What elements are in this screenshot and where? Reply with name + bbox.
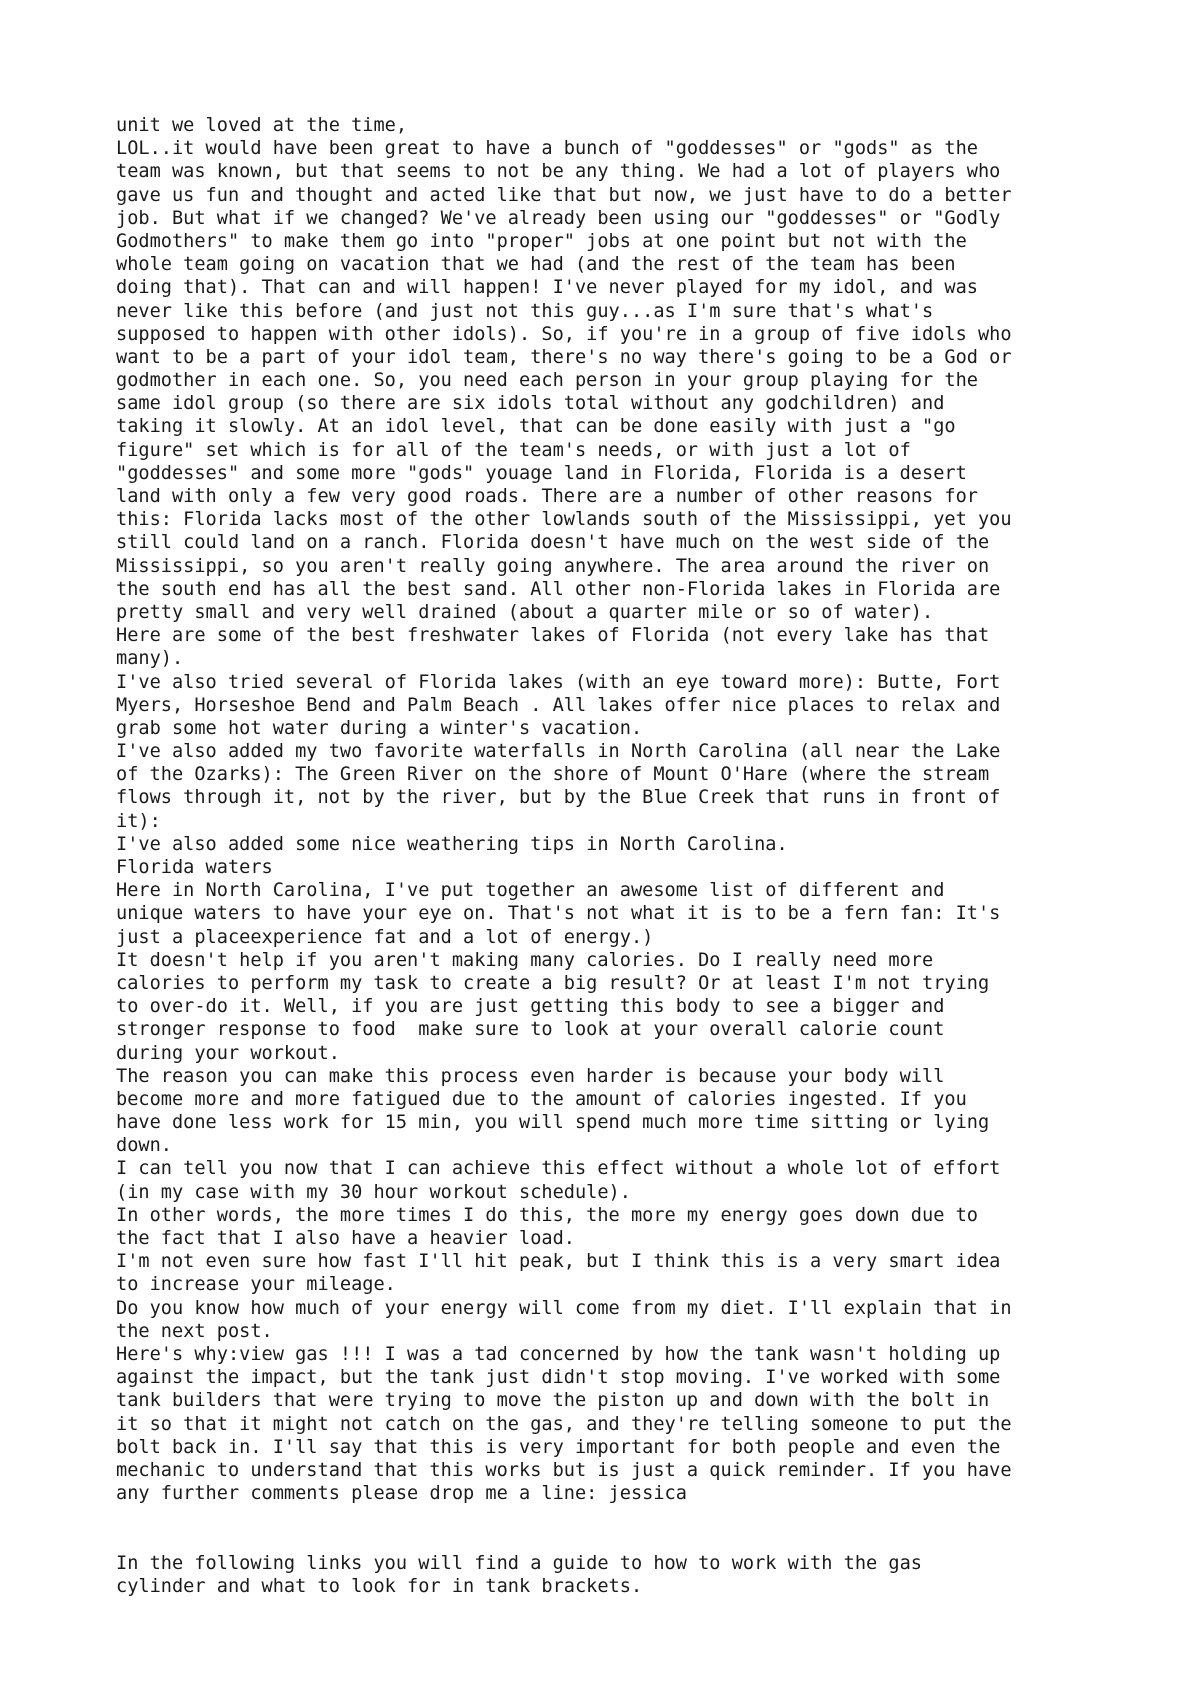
text-line: I've also added some nice weathering tips in North Carolina.: [116, 833, 788, 855]
text-line: bolt back in. I'll say that this is very important for both people and even the: [116, 1436, 1001, 1458]
text-line: become more and more fatigued due to the amount of calories ingested. If you: [116, 1088, 967, 1110]
text-line: The reason you can make this process even harder is because your body will: [116, 1065, 945, 1087]
text-line: calories to perform my task to create a big result? Or at least I'm not trying: [116, 972, 990, 994]
text-line: Mississippi, so you aren't really going anywhere. The area around the river on: [116, 555, 990, 577]
text-line: land with only a few very good roads. There are a number of other reasons for: [116, 486, 978, 507]
text-line: the next post.: [116, 1320, 273, 1342]
text-line: gave us fun and thought and acted like that but now, we just have to do a better: [116, 184, 1012, 206]
text-line: (in my case with my 30 hour workout schedule).: [116, 1181, 631, 1203]
text-line: mechanic to understand that this works but is just a quick reminder. If you have: [116, 1459, 1012, 1481]
text-line: never like this before (and just not this guy...as I'm sure that's what's: [116, 300, 934, 322]
text-line: same idol group (so there are six idols total without any godchildren) and: [116, 393, 945, 415]
text-line: Do you know how much of your energy will come from my diet. I'll explain that in: [116, 1297, 1012, 1319]
text-line: to over-do it. Well, if you are just getting this body to see a bigger and: [116, 996, 945, 1018]
text-line: during your workout.: [116, 1042, 340, 1064]
text-line: the south end has all the best sand. All other non-Florida lakes in Florida are: [116, 578, 1001, 600]
text-line: I'm not even sure how fast I'll hit peak, but I think this is a very smart idea: [116, 1251, 1001, 1273]
text-line: it):: [116, 810, 161, 832]
text-line: It doesn't help if you aren't making many calories. Do I really need more: [116, 949, 934, 971]
text-line: of the Ozarks): The Green River on the shore of Mount O'Hare (where the stream: [116, 764, 990, 786]
text-line: against the impact, but the tank just didn't stop moving. I've worked with some: [116, 1367, 1001, 1389]
text-line: still could land on a ranch. Florida doesn't have much on the west side of the: [116, 532, 990, 554]
text-line: tank builders that were trying to move the piston up and down with the bolt in: [116, 1390, 990, 1412]
text-line: have done less work for 15 min, you will spend much more time sitting or lying: [116, 1112, 990, 1134]
text-line: cylinder and what to look for in tank brackets.: [116, 1575, 643, 1597]
text-line: unique waters to have your eye on. That's not what it is to be a fern fan: It's: [116, 903, 1001, 925]
text-line: I've also tried several of Florida lakes (with an eye toward more): Butte, Fort: [116, 671, 1001, 693]
text-line: Myers, Horseshoe Bend and Palm Beach . All lakes offer nice places to relax and: [116, 694, 1001, 716]
text-line: figure" set which is for all of the team's needs, or with just a lot of: [116, 439, 911, 461]
text-line: this: Florida lacks most of the other lowlands south of the Mississippi, yet you: [116, 509, 1012, 531]
text-line: any further comments please drop me a line: jessica: [116, 1483, 687, 1505]
text-line: down.: [116, 1135, 172, 1157]
text-line: the fact that I also have a heavier load.: [116, 1228, 575, 1249]
text-line: job. But what if we changed? We've already been using our "goddesses" or "Godly: [116, 207, 1001, 229]
text-line: LOL..it would have been great to have a bunch of "goddesses" or "gods" as the: [116, 138, 978, 160]
text-line: it so that it might not catch on the gas, and they're telling someone to put the: [116, 1413, 1012, 1435]
text-line: Florida waters: [116, 857, 273, 878]
text-line: [116, 1528, 1116, 1551]
text-line: just a placeexperience fat and a lot of energy.): [116, 926, 654, 948]
text-line: team was known, but that seems to not be any thing. We had a lot of players who: [116, 161, 1001, 183]
text-line: Here in North Carolina, I've put together an awesome list of different and: [116, 880, 945, 902]
text-line: many).: [116, 648, 184, 670]
text-line: I can tell you now that I can achieve this effect without a whole lot of effort: [116, 1158, 1001, 1180]
text-line: doing that). That can and will happen! I've never played for my idol, and was: [116, 277, 978, 299]
text-line: "goddesses" and some more "gods" youage land in Florida, Florida is a desert: [116, 462, 967, 484]
text-line: whole team going on vacation that we had (and the rest of the team has been: [116, 254, 956, 276]
text-line: supposed to happen with other idols). So, if you're in a group of five idols who: [116, 323, 1012, 345]
text-line: flows through it, not by the river, but by the Blue Creek that runs in front of: [116, 787, 1001, 809]
text-line: I've also added my two favorite waterfalls in North Carolina (all near the Lake: [116, 741, 1001, 763]
text-line: taking it slowly. At an idol level, that can be done easily with just a "go: [116, 416, 956, 438]
text-line: stronger response to food make sure to look at your overall calorie count: [116, 1019, 945, 1041]
text-line: godmother in each one. So, you need each person in your group playing for the: [116, 370, 978, 392]
text-line: In the following links you will find a guide to how to work with the gas: [116, 1552, 922, 1574]
text-line: unit we loved at the time,: [116, 115, 408, 136]
text-line: grab some hot water during a winter's vacation.: [116, 717, 643, 739]
text-line: [116, 1505, 1116, 1528]
text-line: pretty small and very well drained (about a quarter mile or so of water).: [116, 601, 934, 623]
text-line: In other words, the more times I do this, the more my energy goes down due to: [116, 1204, 978, 1226]
text-line: Here's why:view gas !!! I was a tad concerned by how the tank wasn't holding up: [116, 1343, 1001, 1365]
text-line: to increase your mileage.: [116, 1274, 396, 1296]
document-body: [116, 114, 1116, 1598]
text-line: want to be a part of your idol team, there's no way there's going to be a God or: [116, 346, 1012, 368]
text-line: Here are some of the best freshwater lakes of Florida (not every lake has that: [116, 625, 990, 647]
text-line: Godmothers" to make them go into "proper" jobs at one point but not with the: [116, 230, 967, 252]
